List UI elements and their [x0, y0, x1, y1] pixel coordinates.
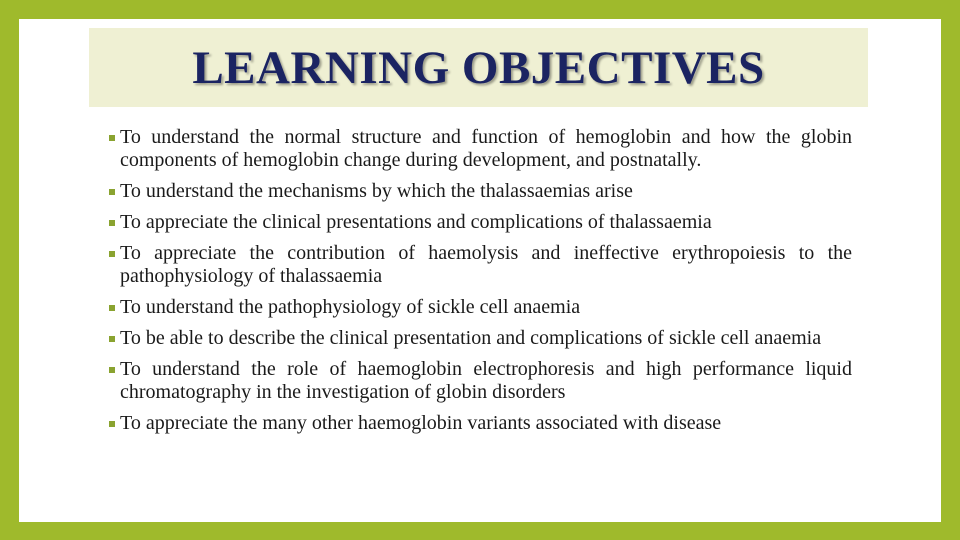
objective-item [111, 358, 852, 404]
square-bullet-icon [109, 189, 115, 195]
square-bullet-icon [109, 135, 115, 141]
objective-item [111, 242, 852, 288]
objective-text: To appreciate the clinical presentations and complications of thalassaemia [120, 211, 712, 233]
objective-item [111, 327, 852, 350]
objective-item [111, 412, 852, 435]
square-bullet-icon [109, 336, 115, 342]
square-bullet-icon [109, 367, 115, 373]
objective-text: To appreciate the many other haemoglobin variants associated with disease [120, 412, 722, 434]
title-band [89, 28, 868, 107]
objective-text: To understand the mechanisms by which the thalassaemias arise [120, 180, 633, 202]
objective-item [111, 180, 852, 203]
square-bullet-icon [109, 220, 115, 226]
objective-item [111, 211, 852, 234]
square-bullet-icon [109, 305, 115, 311]
objective-item [111, 296, 852, 319]
objective-text: To appreciate the contribution of haemolysis and ineffective erythropoiesis to the pathophysiology of thalassaemia [120, 242, 852, 287]
slide-title: LEARNING OBJECTIVES [192, 41, 765, 94]
objective-item [111, 126, 852, 172]
objective-text: To be able to describe the clinical presentation and complications of sickle cell anaemia [120, 327, 822, 349]
slide [19, 19, 941, 522]
objective-text: To understand the normal structure and function of hemoglobin and how the globin components of hemoglobin change during development, and postnatally. [120, 126, 852, 171]
square-bullet-icon [109, 251, 115, 257]
objective-text: To understand the role of haemoglobin electrophoresis and high performance liquid chromatography in the investigation of globin disorders [120, 358, 852, 403]
objective-text: To understand the pathophysiology of sickle cell anaemia [120, 296, 581, 318]
square-bullet-icon [109, 421, 115, 427]
objectives-list [111, 126, 852, 443]
